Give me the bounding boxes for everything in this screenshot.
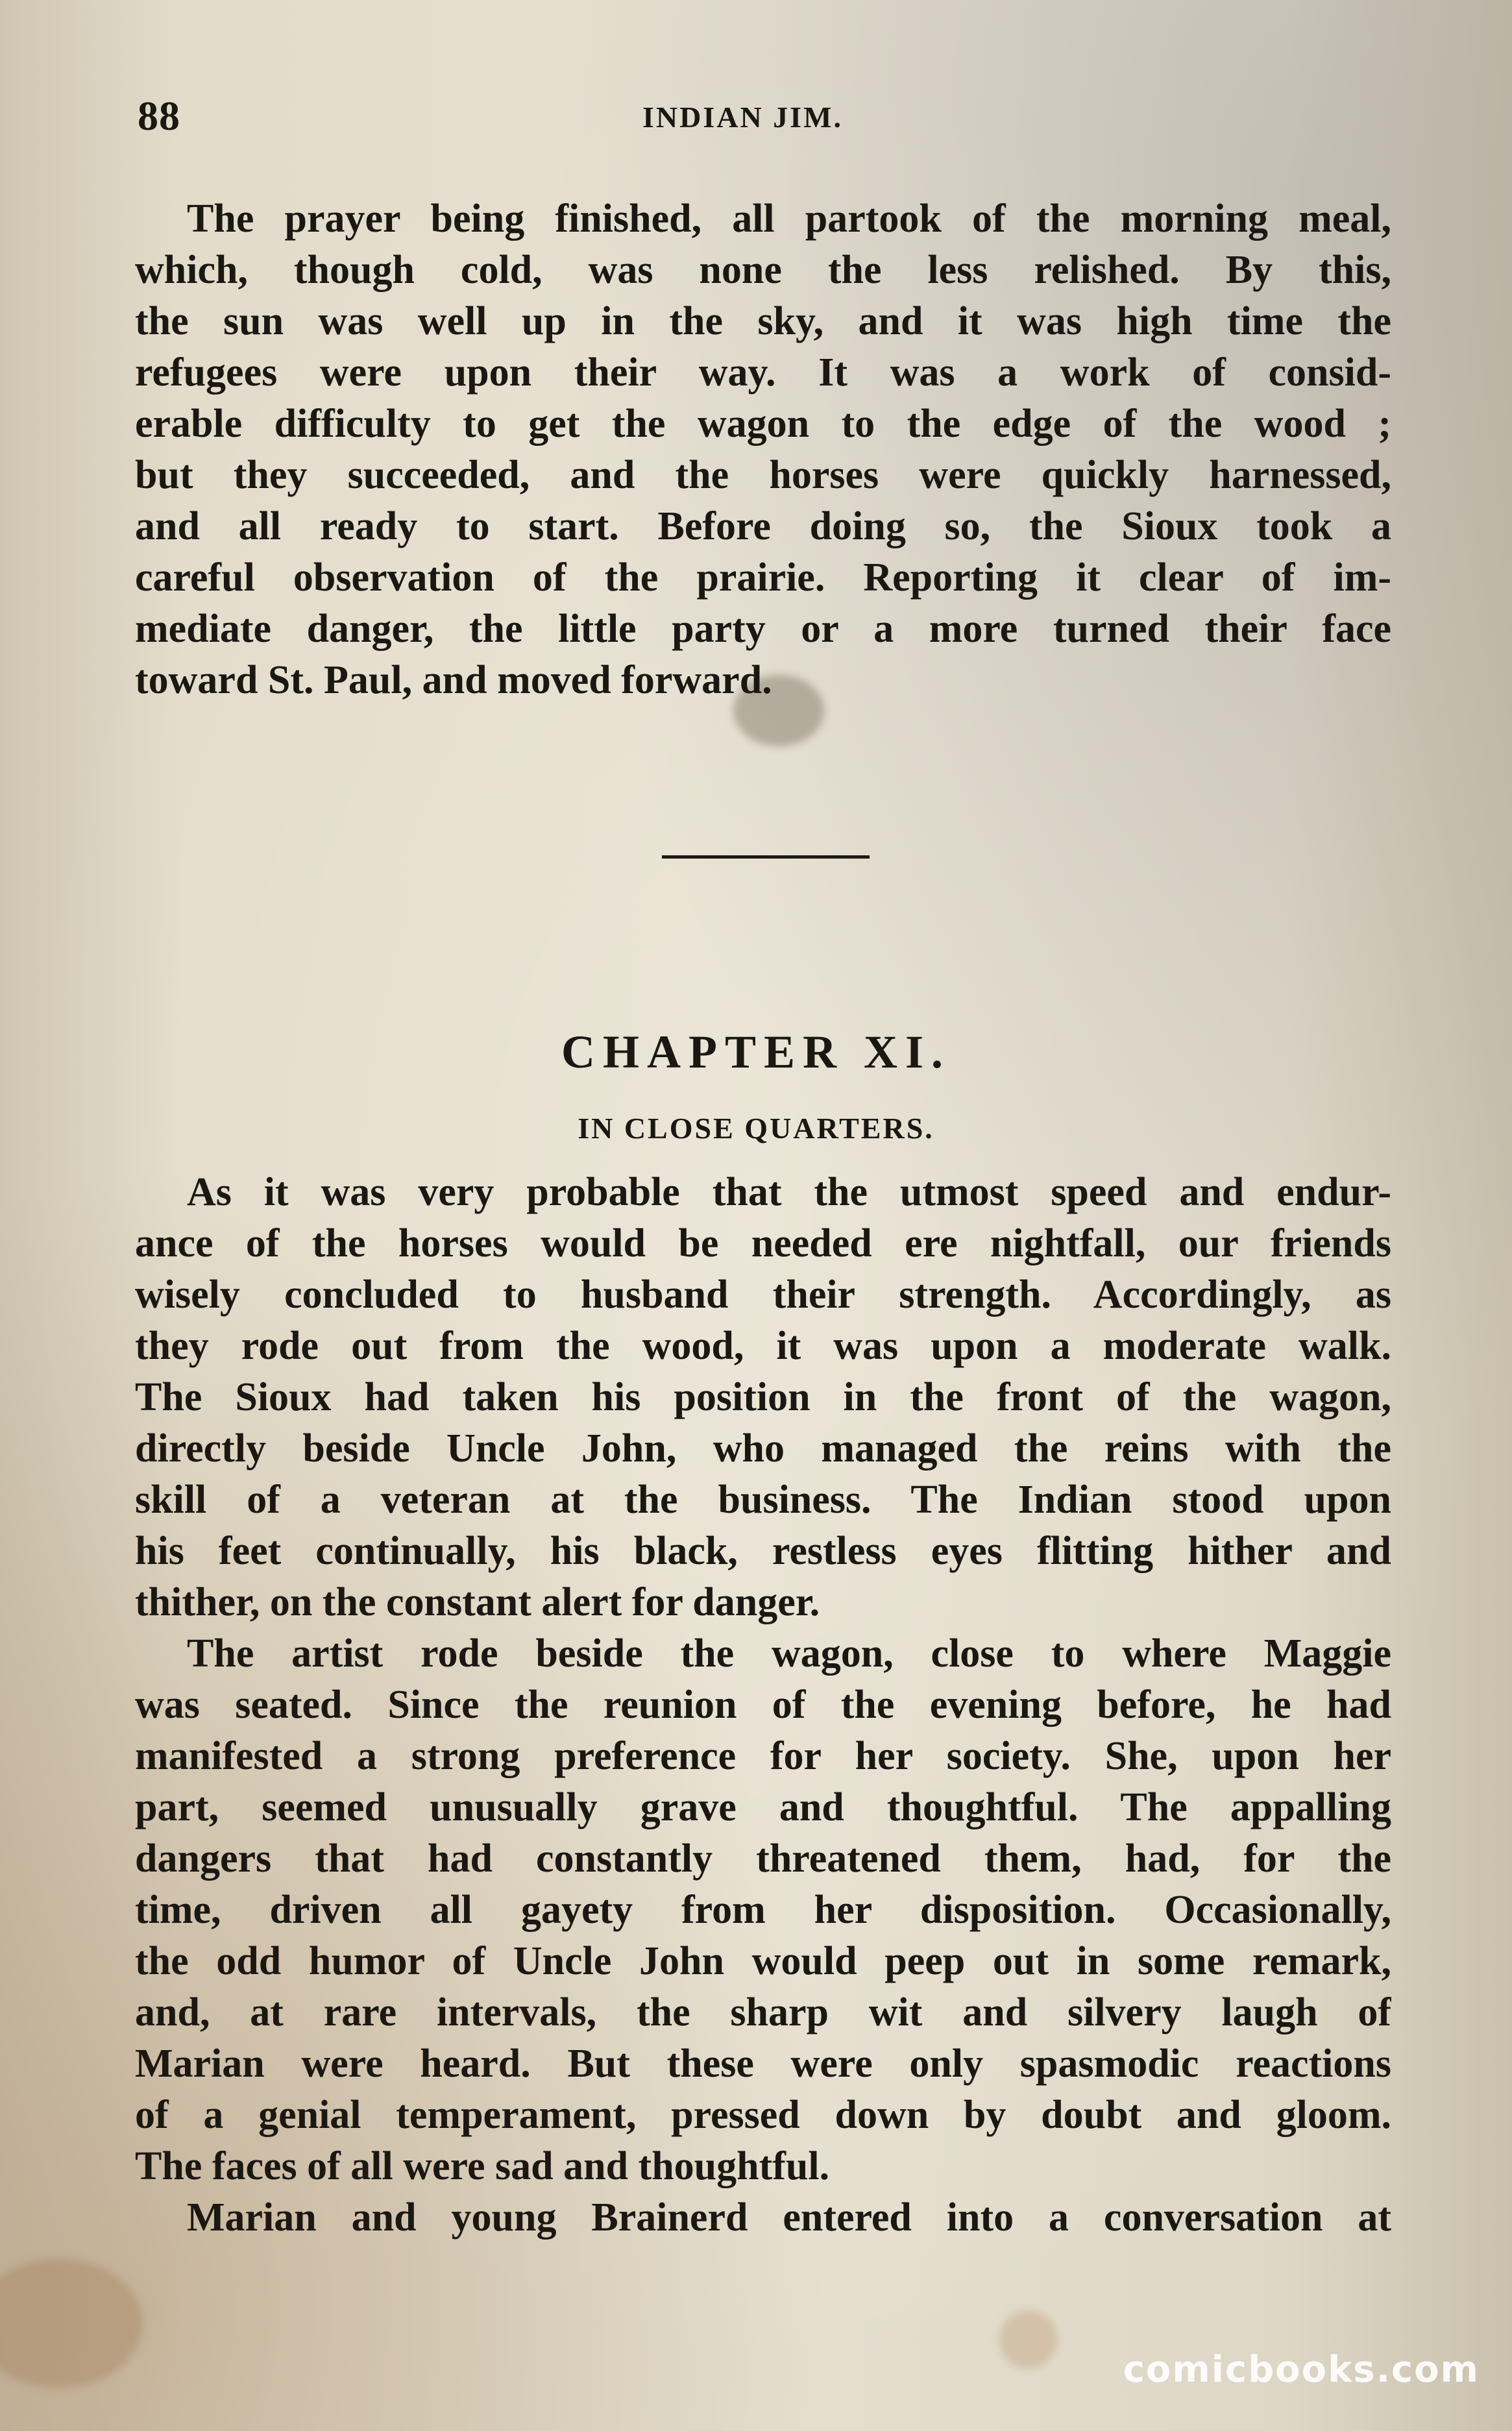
- text-line: The prayer being finished, all partook of the morning meal,: [187, 197, 1391, 241]
- page-header: [130, 92, 1402, 144]
- text-line: of a genial temperament, pressed down by doubt and gloom.: [135, 2093, 1391, 2137]
- text-line: they rode out from the wood, it was upon a moderate walk.: [135, 1324, 1391, 1368]
- text-line: dangers that had constantly threatened them, had, for the: [135, 1837, 1391, 1881]
- page-number: 88: [138, 93, 180, 139]
- text-line: As it was very probable that the utmost speed and endur-: [187, 1170, 1391, 1214]
- text-line: which, though cold, was none the less relished. By this,: [135, 248, 1391, 292]
- text-line: ance of the horses would be needed ere nightfall, our friends: [135, 1221, 1391, 1265]
- text-line: the sun was well up in the sky, and it was high time the: [135, 299, 1391, 343]
- text-line: skill of a veteran at the business. The Indian stood upon: [135, 1478, 1391, 1522]
- text-line: was seated. Since the reunion of the evening before, he had: [135, 1683, 1391, 1727]
- watermark: comicbooks.com: [1123, 2349, 1480, 2391]
- chapter-subtitle: IN CLOSE QUARTERS.: [578, 1112, 934, 1145]
- text-line: time, driven all gayety from her disposition. Occasionally,: [135, 1888, 1391, 1932]
- text-line: and, at rare intervals, the sharp wit and silvery laugh of: [135, 1990, 1391, 2034]
- running-head: INDIAN JIM.: [642, 101, 843, 134]
- text-line: erable difficulty to get the wagon to the edge of the wood ;: [135, 402, 1391, 446]
- text-line: directly beside Uncle John, who managed the reins with the: [135, 1426, 1391, 1471]
- text-line: but they succeeded, and the horses were quickly harnessed,: [135, 453, 1391, 497]
- text-line: The Sioux had taken his position in the front of the wagon,: [135, 1375, 1391, 1419]
- text-line: Marian and young Brainerd entered into a conversation at: [187, 2195, 1391, 2240]
- paper-stain: [0, 2258, 143, 2388]
- text-line: thither, on the constant alert for danger.: [135, 1580, 820, 1624]
- chapter-title: CHAPTER XI.: [561, 1026, 951, 1078]
- text-line: The artist rode beside the wagon, close to where Maggie: [187, 1631, 1391, 1676]
- text-line: The faces of all were sad and thoughtful.: [135, 2144, 830, 2188]
- text-line: manifested a strong preference for her society. She, upon her: [135, 1734, 1391, 1778]
- text-line: the odd humor of Uncle John would peep out in some remark,: [135, 1939, 1391, 1983]
- paragraph-2: [135, 1167, 1391, 2243]
- paragraph-1: [135, 193, 1391, 706]
- paper-stain: [999, 2310, 1058, 2369]
- text-line: toward St. Paul, and moved forward.: [135, 658, 772, 702]
- text-line: mediate danger, the little party or a more turned their face: [135, 607, 1391, 651]
- text-line: his feet continually, his black, restless eyes flitting hither and: [135, 1529, 1391, 1573]
- section-divider: [662, 855, 870, 859]
- text-line: careful observation of the prairie. Reporting it clear of im-: [135, 556, 1391, 600]
- text-line: wisely concluded to husband their strength. Accordingly, as: [135, 1273, 1391, 1317]
- text-line: and all ready to start. Before doing so, the Sioux took a: [135, 504, 1391, 548]
- text-line: refugees were upon their way. It was a work of consid-: [135, 350, 1391, 395]
- text-line: part, seemed unusually grave and thoughtful. The appalling: [135, 1785, 1391, 1829]
- text-line: Marian were heard. But these were only spasmodic reactions: [135, 2042, 1391, 2086]
